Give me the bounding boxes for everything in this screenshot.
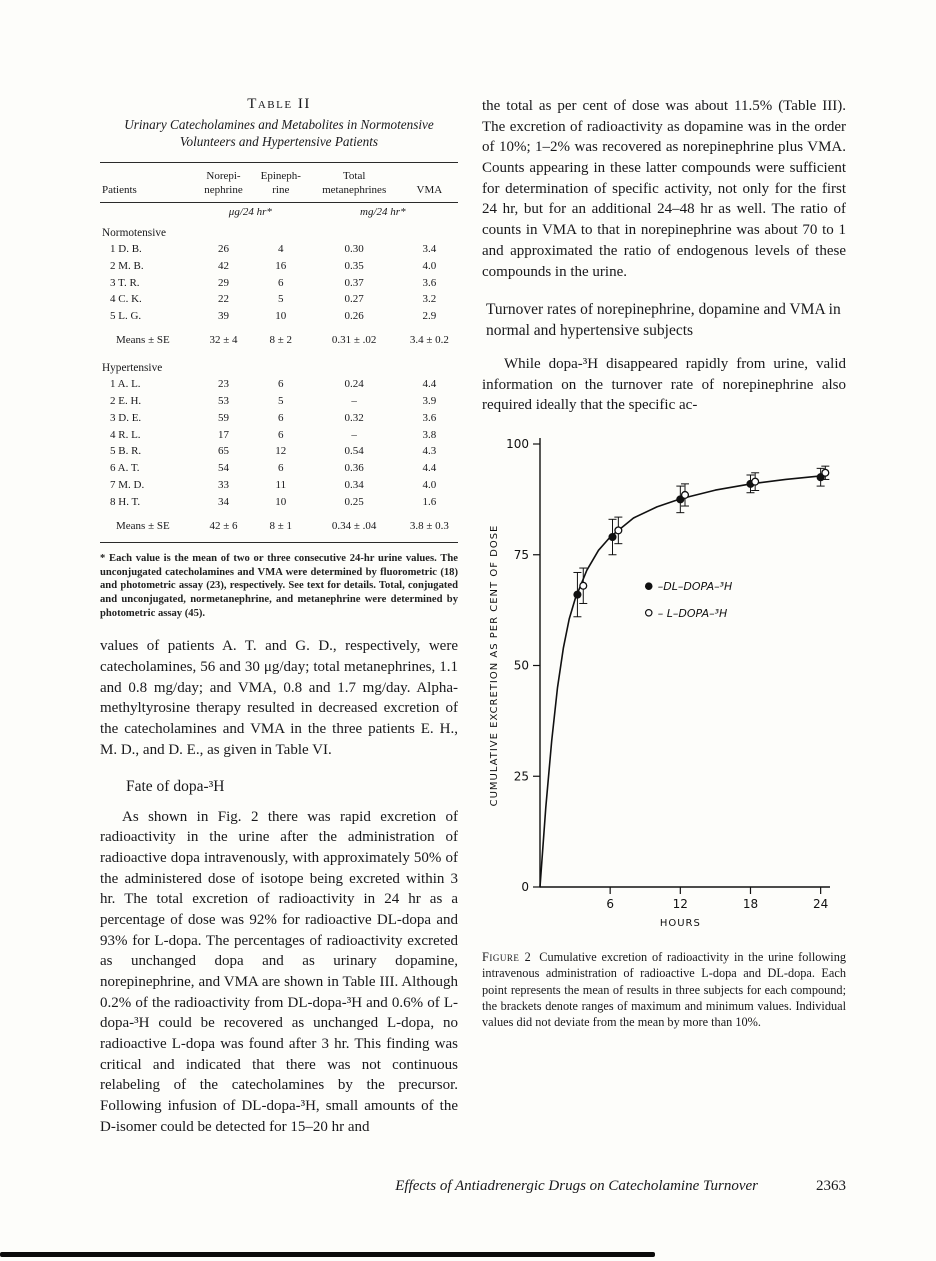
column-header: Norepi- nephrine [193,163,254,203]
y-tick-label: 75 [513,547,529,562]
table2-footnote: * Each value is the mean of two or three consecutive 24-hr urine values. The unconjugated catecholamines and VMA were determined by fluorometric (18) and photometric assay (23), respectively. See text for details. Total, conjugated and unconjugated, normetanephrine, and metanephrine were determined by photometric assay (45). [100,552,458,620]
data-point-open [682,492,689,499]
group-label: Normotensive [102,227,167,240]
table2-body [100,221,458,542]
y-tick-label: 100 [506,437,529,452]
means-row: Means ± SE 42 ± 6 8 ± 1 0.34 ± .04 3.8 ± 0.3 [116,519,449,532]
x-tick-label: 12 [672,897,688,912]
running-title: Effects of Antiadrenergic Drugs on Catecholamine Turnover [395,1178,758,1194]
table-row: 4 R. L. 17 6 – 3.8 [110,428,437,441]
data-point-open [580,582,587,589]
heading-fate-of-dopa: Fate of dopa-³H [126,777,225,795]
y-axis-title: CUMULATIVE EXCRETION AS PER CENT OF DOSE [489,524,500,807]
table2-title: Table II [247,96,311,112]
table-row: 4 C. K. 22 5 0.27 3.2 [110,293,437,306]
column-header: Patients [100,163,193,203]
x-axis-title: HOURS [659,918,701,930]
right-paragraph-2: While dopa-³H disappeared rapidly from urine, valid information on the turnover rate of norepinephrine also required ideally that the specific ac- [482,356,846,414]
units-catecholamines: μg/24 hr* [228,205,272,218]
figure2-plot [482,428,844,933]
cumulative-curve [540,476,821,887]
right-paragraph-1: the total as per cent of dose was about 11.5% (Table III). The excretion of radioactivity as dopamine was in the order of 10%; 1–2% was recovered as norepinephrine plus VMA. Counts appearing in these latter compounds were sufficient for determination of specific activity, not only for the first 24 hr, but for an additional 24–48 hr as well. The ratio of counts in VMA to that in norepinephrine was about 70 to 1 and approximated the ratio of endogenous levels of these compounds in the urine. [482,98,846,280]
y-tick-label: 50 [513,658,529,673]
table-row: 5 L. G. 39 10 0.26 2.9 [110,310,437,323]
legend-marker [646,610,652,616]
figure2-label: Figure 2 [482,950,532,965]
table-row: 7 M. D. 33 11 0.34 4.0 [110,478,437,491]
data-point-filled [609,534,616,541]
table-row: 8 H. T. 34 10 0.25 1.6 [110,495,437,508]
group-label: Hypertensive [102,362,163,375]
table2-colheads [100,163,458,203]
table2-units [100,202,458,221]
left-paragraph-1: values of patients A. T. and G. D., respectively, were catecholamines, 56 and 30 μg/day; total metanephrines, 1.1 and 0.8 mg/day; and VMA, 0.8 and 1.7 mg/day. Alpha-methyltyrosine therapy resulted in decreased excretion of the catecholamines and VMA in the three patients E. H., M. D., and D. E., as given in Table VI. [100,638,458,758]
x-tick-label: 6 [606,897,614,912]
legend-label: –DL–DOPA–³H [657,580,733,594]
table-row: 2 M. B. 42 16 0.35 4.0 [110,259,437,272]
left-paragraph-2: As shown in Fig. 2 there was rapid excretion of radioactivity in the urine after the administration of radioactive dopa intravenously, with approximately 50% of the administered dose of isotope being excreted within 3 hr. The total excretion of radioactivity in 24 hr as a percentage of dose was 92% for radioactive DL-dopa and 93% for L-dopa. The percentages of radioactivity excreted as unchanged dopa and as urinary dopamine, norepinephrine, and VMA are shown in Table III. Although 0.2% of the radioactivity from DL-dopa-³H and 0.6% of L-dopa-³H could be recovered as unchanged L-dopa, no radioactive L-dopa was found after 3 hr. This finding was critical and indicated that there was not continuous relabeling of the catecholamines by the precursor. Following infusion of DL-dopa-³H, small amounts of the D-isomer could be detected for 15–20 hr and [100,808,458,1135]
table2-block [100,96,458,621]
figure2-caption [482,949,846,1031]
column-header: Total metanephrines [308,163,401,203]
group-header-row [100,221,458,242]
left-column [100,96,458,1138]
two-column-layout [100,96,846,1138]
legend-label: – L–DOPA–³H [657,606,728,620]
data-point-open [752,478,759,485]
page-number: 2363 [816,1178,846,1194]
heading-turnover-rates: Turnover rates of norepinephrine, dopamine and VMA in normal and hypertensive subjects [486,301,841,340]
data-point-filled [574,591,581,598]
group-header-row [100,356,458,377]
figure2-caption-text: Cumulative excretion of radioactivity in the urine following intravenous administration of radioactive L-dopa and DL-dopa. Each point represents the mean of results in three subjects for each compound; the brackets denote ranges of maximum and minimum values. Individual values did not deviate from the mean by more than 10%. [482,950,846,1030]
units-metabolites: mg/24 hr* [360,205,406,218]
data-point-open [615,527,622,534]
table-row: 5 B. R. 65 12 0.54 4.3 [110,445,437,458]
table2-subtitle: Urinary Catecholamines and Metabolites in Normotensive Volunteers and Hypertensive Patients [124,117,434,150]
table-row: 2 E. H. 53 5 – 3.9 [110,395,437,408]
y-tick-label: 25 [513,769,529,784]
means-row: Means ± SE 32 ± 4 8 ± 2 0.31 ± .02 3.4 ± 0.2 [116,334,449,347]
right-column [482,96,846,1138]
page-footer [100,1178,846,1195]
table-row: 3 D. E. 59 6 0.32 3.6 [110,411,437,424]
table2-head [100,163,458,221]
table-row: 1 D. B. 26 4 0.30 3.4 [110,243,437,256]
data-point-open [822,469,829,476]
table-row: 6 A. T. 54 6 0.36 4.4 [110,462,437,475]
y-tick-label: 0 [521,880,529,895]
table2 [100,162,458,542]
x-tick-label: 24 [813,897,829,912]
column-header: VMA [401,163,458,203]
table-row: 3 T. R. 29 6 0.37 3.6 [110,276,437,289]
table-row: 1 A. L. 23 6 0.24 4.4 [110,378,437,391]
column-header: Epineph- rine [254,163,308,203]
scan-artifact [0,1252,655,1257]
figure2 [482,428,846,1031]
x-tick-label: 18 [742,897,759,912]
legend-marker [646,583,652,589]
